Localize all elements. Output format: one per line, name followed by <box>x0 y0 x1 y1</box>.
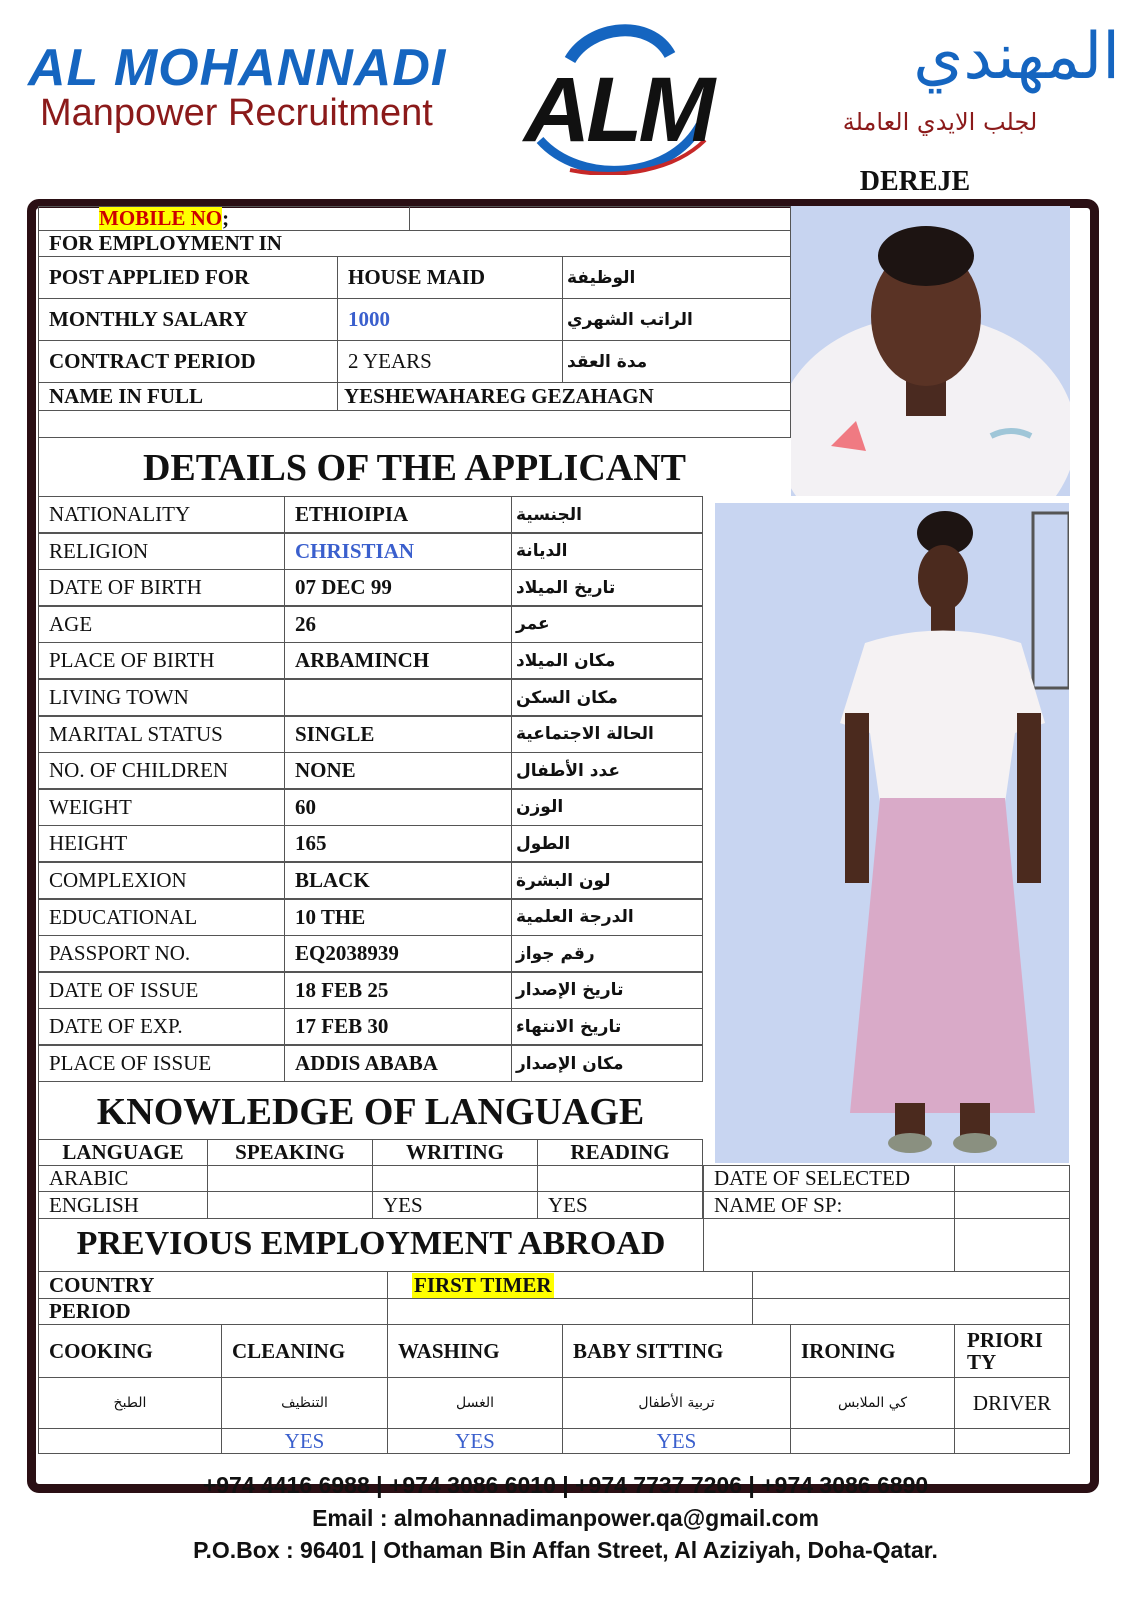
detail-arabic-10: لون البشرة <box>511 862 703 899</box>
lang-arabic: ARABIC <box>38 1165 208 1192</box>
detail-value-3: 26 <box>284 606 512 643</box>
detail-arabic-5: مكان السكن <box>511 679 703 716</box>
lang-arabic-writing <box>372 1165 538 1192</box>
logo-text: ALM <box>523 59 712 161</box>
priority-value: DRIVER <box>954 1377 1070 1429</box>
mobile-suffix: ; <box>222 206 230 230</box>
detail-arabic-7: عدد الأطفال <box>511 752 703 789</box>
contract-period-ar: مدة العقد <box>562 340 791 383</box>
skill-arabic-washing: الغسل <box>387 1377 563 1429</box>
detail-arabic-13: تاريخ الإصدار <box>511 972 703 1009</box>
detail-arabic-8: الوزن <box>511 789 703 826</box>
details-title: DETAILS OF THE APPLICANT <box>142 447 687 489</box>
monthly-salary-label: MONTHLY SALARY <box>38 298 338 341</box>
footer-address: P.O.Box : 96401 | Othaman Bin Affan Street, Al Aziziyah, Doha-Qatar. <box>193 1537 938 1563</box>
skill-value-washing: YES <box>387 1428 563 1454</box>
detail-label-1: RELIGION <box>38 533 285 570</box>
blank-cell-c <box>752 1271 1070 1299</box>
blank-cell-b <box>954 1218 1070 1272</box>
detail-value-2: 07 DEC 99 <box>284 569 512 606</box>
detail-value-7: NONE <box>284 752 512 789</box>
mobile-cell <box>38 206 410 231</box>
skill-header-baby-sitting: BABY SITTING <box>562 1324 791 1378</box>
skill-arabic-ironing: كي الملابس <box>790 1377 955 1429</box>
blank-cell-a <box>703 1218 955 1272</box>
name-full-value: YESHEWAHAREG GEZAHAGN <box>337 382 791 411</box>
spacer-row <box>38 410 791 438</box>
detail-value-4: ARBAMINCH <box>284 642 512 679</box>
detail-arabic-2: تاريخ الميلاد <box>511 569 703 606</box>
country-label: COUNTRY <box>38 1271 388 1299</box>
skill-value-cleaning: YES <box>221 1428 388 1454</box>
lang-header-language: LANGUAGE <box>38 1139 208 1166</box>
detail-label-7: NO. OF CHILDREN <box>38 752 285 789</box>
name-sp-value <box>954 1191 1070 1219</box>
detail-value-14: 17 FEB 30 <box>284 1008 512 1045</box>
date-selected-value <box>954 1165 1070 1192</box>
lang-header-writing: WRITING <box>372 1139 538 1166</box>
detail-label-9: HEIGHT <box>38 825 285 862</box>
detail-value-8: 60 <box>284 789 512 826</box>
detail-arabic-12: رقم جواز <box>511 935 703 972</box>
detail-label-13: DATE OF ISSUE <box>38 972 285 1009</box>
skill-value-cooking <box>38 1428 222 1454</box>
detail-label-4: PLACE OF BIRTH <box>38 642 285 679</box>
post-applied-ar: الوظيفة <box>562 256 791 299</box>
footer-phones: +974 4416 6988 | +974 3086 6010 | +974 7737 7206 | +974 3086 6890 <box>202 1472 929 1498</box>
detail-arabic-0: الجنسية <box>511 496 703 533</box>
detail-arabic-6: الحالة الاجتماعية <box>511 716 703 753</box>
detail-label-15: PLACE OF ISSUE <box>38 1045 285 1082</box>
detail-value-1: CHRISTIAN <box>284 533 512 570</box>
skill-value-ironing <box>790 1428 955 1454</box>
skill-header-ironing: IRONING <box>790 1324 955 1378</box>
detail-label-14: DATE OF EXP. <box>38 1008 285 1045</box>
lang-english-writing: YES <box>372 1191 538 1219</box>
brand-subtitle-arabic: لجلب الايدي العاملة <box>842 108 1038 136</box>
detail-label-12: PASSPORT NO. <box>38 935 285 972</box>
skill-arabic-cleaning: التنظيف <box>221 1377 388 1429</box>
lang-arabic-speaking <box>207 1165 373 1192</box>
country-value-cell <box>387 1271 753 1299</box>
skill-arabic-cooking: الطبخ <box>38 1377 222 1429</box>
detail-label-0: NATIONALITY <box>38 496 285 533</box>
post-applied-label: POST APPLIED FOR <box>38 256 338 299</box>
monthly-salary-ar: الراتب الشهري <box>562 298 791 341</box>
country-value: FIRST TIMER <box>414 1272 552 1297</box>
detail-label-10: COMPLEXION <box>38 862 285 899</box>
lang-header-reading: READING <box>537 1139 703 1166</box>
detail-label-6: MARITAL STATUS <box>38 716 285 753</box>
footer-email: Email : almohannadimanpower.qa@gmail.com <box>312 1505 819 1531</box>
detail-value-13: 18 FEB 25 <box>284 972 512 1009</box>
for-employment-label: FOR EMPLOYMENT IN <box>38 230 791 257</box>
skill-header-cleaning: CLEANING <box>221 1324 388 1378</box>
blank-cell-d <box>752 1298 1070 1325</box>
detail-label-2: DATE OF BIRTH <box>38 569 285 606</box>
detail-value-12: EQ2038939 <box>284 935 512 972</box>
period-value <box>387 1298 753 1325</box>
lang-arabic-reading <box>537 1165 703 1192</box>
detail-value-0: ETHIOIPIA <box>284 496 512 533</box>
date-selected-label: DATE OF SELECTED <box>703 1165 955 1192</box>
detail-arabic-3: عمر <box>511 606 703 643</box>
detail-value-5 <box>284 679 512 716</box>
detail-arabic-9: الطول <box>511 825 703 862</box>
detail-label-11: EDUCATIONAL <box>38 899 285 936</box>
detail-value-10: BLACK <box>284 862 512 899</box>
brand-name: AL MOHANNADI <box>28 39 447 97</box>
lang-header-speaking: SPEAKING <box>207 1139 373 1166</box>
detail-value-11: 10 THE <box>284 899 512 936</box>
post-applied-value: HOUSE MAID <box>337 256 563 299</box>
skill-header-washing: WASHING <box>387 1324 563 1378</box>
detail-arabic-1: الديانة <box>511 533 703 570</box>
detail-label-8: WEIGHT <box>38 789 285 826</box>
skill-arabic-baby-sitting: تربية الأطفال <box>562 1377 791 1429</box>
agent-name: DEREJE <box>859 166 971 197</box>
lang-english-speaking <box>207 1191 373 1219</box>
applicant-full-photo <box>715 503 1069 1163</box>
skill-header-priority: PRIORI TY <box>954 1324 1070 1378</box>
period-label: PERIOD <box>38 1298 388 1325</box>
name-sp-label: NAME OF SP: <box>703 1191 955 1219</box>
applicant-portrait-photo <box>791 206 1070 496</box>
detail-arabic-14: تاريخ الانتهاء <box>511 1008 703 1045</box>
language-title: KNOWLEDGE OF LANGUAGE <box>96 1091 645 1133</box>
detail-label-3: AGE <box>38 606 285 643</box>
detail-arabic-15: مكان الإصدار <box>511 1045 703 1082</box>
detail-value-9: 165 <box>284 825 512 862</box>
monthly-salary-value: 1000 <box>337 298 563 341</box>
contract-period-label: CONTRACT PERIOD <box>38 340 338 383</box>
detail-arabic-4: مكان الميلاد <box>511 642 703 679</box>
lang-english: ENGLISH <box>38 1191 208 1219</box>
detail-label-5: LIVING TOWN <box>38 679 285 716</box>
alm-logo <box>500 20 735 175</box>
skill-value-priority <box>954 1428 1070 1454</box>
previous-title: PREVIOUS EMPLOYMENT ABROAD <box>76 1225 666 1262</box>
mobile-value <box>409 206 791 231</box>
name-full-label: NAME IN FULL <box>38 382 338 411</box>
brand-subtitle: Manpower Recruitment <box>40 92 433 134</box>
lang-english-reading: YES <box>537 1191 703 1219</box>
brand-name-arabic: المهندي <box>913 20 1120 94</box>
detail-value-6: SINGLE <box>284 716 512 753</box>
detail-value-15: ADDIS ABABA <box>284 1045 512 1082</box>
mobile-label: MOBILE NO <box>99 206 223 230</box>
contract-period-value: 2 YEARS <box>337 340 563 383</box>
skill-value-baby-sitting: YES <box>562 1428 791 1454</box>
detail-arabic-11: الدرجة العلمية <box>511 899 703 936</box>
skill-header-cooking: COOKING <box>38 1324 222 1378</box>
